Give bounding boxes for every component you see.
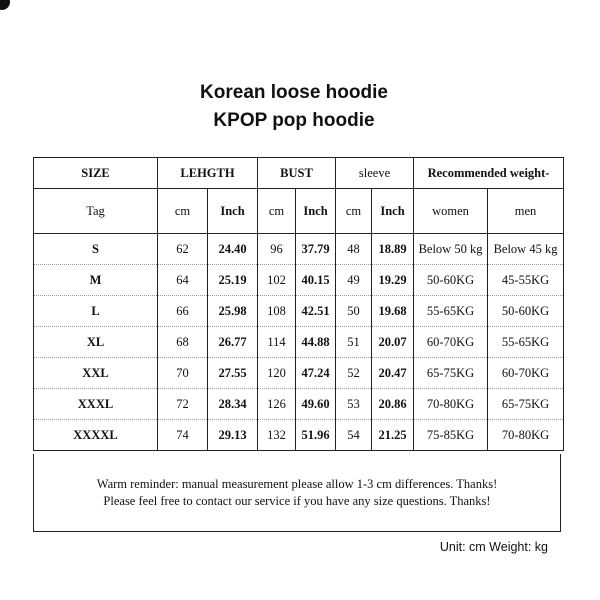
- subheader-tag: Tag: [34, 189, 158, 234]
- header-sleeve: sleeve: [336, 158, 414, 189]
- cell-length-inch: 24.40: [208, 234, 258, 265]
- cell-size: XL: [34, 327, 158, 358]
- cell-sleeve-inch: 18.89: [372, 234, 414, 265]
- cell-women: 50-60KG: [414, 265, 488, 296]
- cell-bust-inch: 51.96: [296, 420, 336, 451]
- cell-sleeve-inch: 21.25: [372, 420, 414, 451]
- cell-sleeve-inch: 20.07: [372, 327, 414, 358]
- cell-sleeve-cm: 48: [336, 234, 372, 265]
- cell-bust-cm: 114: [258, 327, 296, 358]
- cell-sleeve-cm: 50: [336, 296, 372, 327]
- cell-men: 45-55KG: [488, 265, 564, 296]
- warm-reminder-text: Warm reminder: manual measurement please allow 1-3 cm differences. Thanks!: [96, 477, 498, 491]
- cell-women: 60-70KG: [414, 327, 488, 358]
- cell-sleeve-inch: 20.47: [372, 358, 414, 389]
- cell-men: 65-75KG: [488, 389, 564, 420]
- subheader-sleeve-inch: Inch: [372, 189, 414, 234]
- subheader-bust-cm: cm: [258, 189, 296, 234]
- cell-men: 70-80KG: [488, 420, 564, 451]
- cell-length-inch: 25.19: [208, 265, 258, 296]
- cell-bust-inch: 40.15: [296, 265, 336, 296]
- cell-sleeve-inch: 20.86: [372, 389, 414, 420]
- cell-length-inch: 27.55: [208, 358, 258, 389]
- cell-women: 75-85KG: [414, 420, 488, 451]
- page-subtitle: KPOP pop hoodie: [213, 110, 375, 131]
- cell-sleeve-inch: 19.68: [372, 296, 414, 327]
- subheader-length-cm: cm: [158, 189, 208, 234]
- table-row: [34, 265, 564, 296]
- cell-sleeve-cm: 54: [336, 420, 372, 451]
- cell-length-inch: 29.13: [208, 420, 258, 451]
- cell-women: Below 50 kg: [414, 234, 488, 265]
- cell-bust-cm: 132: [258, 420, 296, 451]
- cell-sleeve-cm: 53: [336, 389, 372, 420]
- cell-sleeve-cm: 51: [336, 327, 372, 358]
- cell-length-inch: 25.98: [208, 296, 258, 327]
- contact-note-text: Please feel free to contact our service if you have any size questions. Thanks!: [103, 494, 491, 508]
- cell-length-cm: 72: [158, 389, 208, 420]
- table-row: [34, 327, 564, 358]
- cell-men: 50-60KG: [488, 296, 564, 327]
- cell-sleeve-cm: 52: [336, 358, 372, 389]
- notes-box: [33, 454, 561, 532]
- table-header-row: [34, 158, 564, 189]
- cell-men: 60-70KG: [488, 358, 564, 389]
- cell-bust-cm: 120: [258, 358, 296, 389]
- cell-sleeve-inch: 19.29: [372, 265, 414, 296]
- cell-bust-inch: 47.24: [296, 358, 336, 389]
- cell-length-inch: 26.77: [208, 327, 258, 358]
- cell-bust-inch: 49.60: [296, 389, 336, 420]
- cell-size: L: [34, 296, 158, 327]
- cell-men: Below 45 kg: [488, 234, 564, 265]
- subheader-women: women: [414, 189, 488, 234]
- cell-bust-inch: 44.88: [296, 327, 336, 358]
- header-bust: BUST: [258, 158, 336, 189]
- table-row: [34, 234, 564, 265]
- header-length: LEHGTH: [158, 158, 258, 189]
- header-size: SIZE: [34, 158, 158, 189]
- cell-bust-cm: 96: [258, 234, 296, 265]
- cell-bust-cm: 126: [258, 389, 296, 420]
- unit-label: Unit: cm Weight: kg: [439, 540, 548, 554]
- table-row: [34, 358, 564, 389]
- cell-length-cm: 62: [158, 234, 208, 265]
- subheader-sleeve-cm: cm: [336, 189, 372, 234]
- cell-bust-inch: 42.51: [296, 296, 336, 327]
- cell-women: 55-65KG: [414, 296, 488, 327]
- table-row: [34, 296, 564, 327]
- cell-sleeve-cm: 49: [336, 265, 372, 296]
- cell-women: 70-80KG: [414, 389, 488, 420]
- cell-size: M: [34, 265, 158, 296]
- cell-size: S: [34, 234, 158, 265]
- cell-women: 65-75KG: [414, 358, 488, 389]
- cell-length-cm: 74: [158, 420, 208, 451]
- subheader-men: men: [488, 189, 564, 234]
- table-row: [34, 420, 564, 451]
- cell-length-cm: 68: [158, 327, 208, 358]
- corner-dot-icon: [0, 0, 10, 10]
- cell-size: XXXL: [34, 389, 158, 420]
- table-subheader-row: [34, 189, 564, 234]
- cell-bust-inch: 37.79: [296, 234, 336, 265]
- cell-bust-cm: 102: [258, 265, 296, 296]
- cell-men: 55-65KG: [488, 327, 564, 358]
- table-row: [34, 389, 564, 420]
- cell-size: XXXXL: [34, 420, 158, 451]
- cell-size: XXL: [34, 358, 158, 389]
- page-title: Korean loose hoodie: [200, 82, 388, 103]
- subheader-length-inch: Inch: [208, 189, 258, 234]
- cell-length-cm: 64: [158, 265, 208, 296]
- cell-bust-cm: 108: [258, 296, 296, 327]
- cell-length-cm: 70: [158, 358, 208, 389]
- cell-length-cm: 66: [158, 296, 208, 327]
- size-table: [33, 157, 564, 451]
- header-weight: Recommended weight-: [414, 158, 564, 189]
- cell-length-inch: 28.34: [208, 389, 258, 420]
- subheader-bust-inch: Inch: [296, 189, 336, 234]
